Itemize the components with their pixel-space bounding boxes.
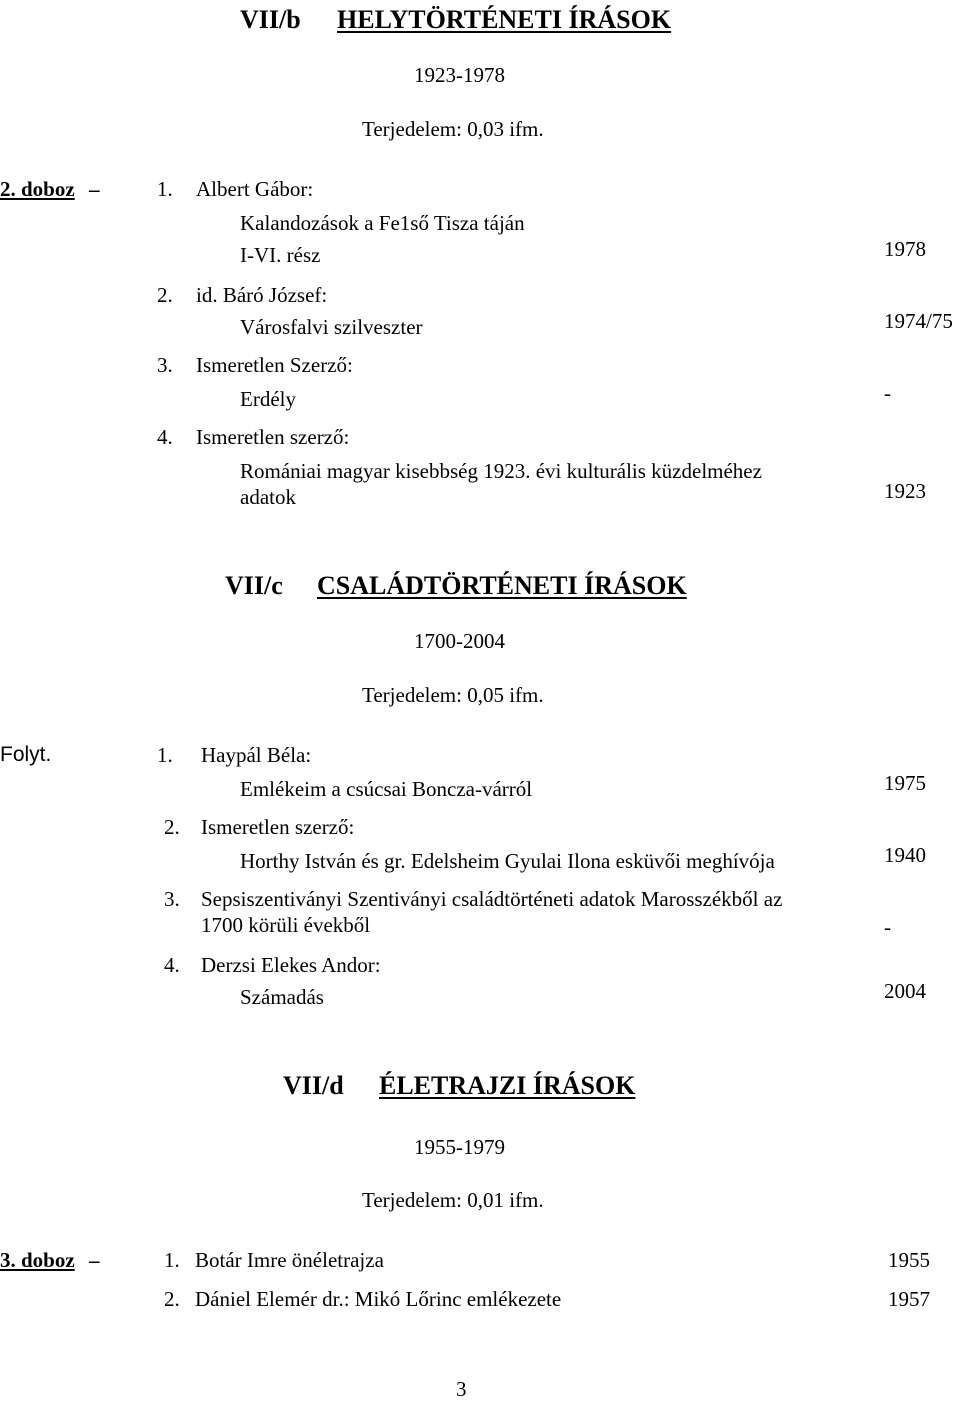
item-title: Botár Imre önéletrajza xyxy=(195,1248,384,1272)
item-title: Kalandozások a Fe1ső Tisza táján xyxy=(240,211,525,235)
item-title-cont: 1700 körüli évekből xyxy=(201,913,371,937)
continued-label: Folyt. xyxy=(0,743,52,766)
section-years: 1923-1978 xyxy=(414,63,505,87)
section-extent: Terjedelem: 0,05 ifm. xyxy=(362,683,544,707)
section-title: HELYTÖRTÉNETI ÍRÁSOK xyxy=(337,5,672,34)
item-year: 1974/75 xyxy=(884,309,953,333)
item-number: 3. xyxy=(157,353,173,377)
item-year: - xyxy=(884,915,891,939)
box-dash: – xyxy=(89,1248,100,1272)
section-code: VII/d xyxy=(283,1071,344,1100)
item-title: Városfalvi szilveszter xyxy=(240,315,423,339)
item-year: 1923 xyxy=(884,479,926,503)
item-year: 1957 xyxy=(888,1287,930,1311)
item-title: Erdély xyxy=(240,387,296,411)
box-label: 2. doboz xyxy=(0,177,75,201)
section-title: CSALÁDTÖRTÉNETI ÍRÁSOK xyxy=(317,571,687,600)
item-number: 2. xyxy=(157,283,173,307)
item-number: 1. xyxy=(164,1248,180,1272)
item-year: 1975 xyxy=(884,771,926,795)
item-author: Derzsi Elekes Andor: xyxy=(201,953,381,977)
item-number: 2. xyxy=(164,815,180,839)
item-author: Ismeretlen szerző: xyxy=(201,815,355,839)
item-year: 2004 xyxy=(884,979,926,1003)
item-title: Horthy István és gr. Edelsheim Gyulai Ilona esküvői meghívója xyxy=(240,849,775,873)
item-author: Haypál Béla: xyxy=(201,743,312,767)
box-label: 3. doboz xyxy=(0,1248,75,1272)
section-extent: Terjedelem: 0,01 ifm. xyxy=(362,1188,544,1212)
item-author: Albert Gábor: xyxy=(196,177,314,201)
item-title: Romániai magyar kisebbség 1923. évi kulturális küzdelméhez xyxy=(240,459,762,483)
section-years: 1955-1979 xyxy=(414,1135,505,1159)
item-author: Ismeretlen szerző: xyxy=(196,425,350,449)
section-title: ÉLETRAJZI ÍRÁSOK xyxy=(379,1071,636,1100)
section-code: VII/c xyxy=(225,571,283,600)
section-extent: Terjedelem: 0,03 ifm. xyxy=(362,117,544,141)
item-year: - xyxy=(884,381,891,405)
item-number: 1. xyxy=(157,743,173,767)
item-year: 1978 xyxy=(884,237,926,261)
item-year: 1955 xyxy=(888,1248,930,1272)
section-years: 1700-2004 xyxy=(414,629,505,653)
item-number: 2. xyxy=(164,1287,180,1311)
item-title: Emlékeim a csúcsai Boncza-várról xyxy=(240,777,533,801)
item-number: 4. xyxy=(164,953,180,977)
item-number: 4. xyxy=(157,425,173,449)
box-dash: – xyxy=(89,177,100,201)
page-number: 3 xyxy=(456,1377,467,1401)
item-number: 3. xyxy=(164,887,180,911)
item-title-cont: adatok xyxy=(240,485,296,509)
item-title: Számadás xyxy=(240,985,324,1009)
item-title: Dániel Elemér dr.: Mikó Lőrinc emlékezete xyxy=(195,1287,562,1311)
item-author: Ismeretlen Szerző: xyxy=(196,353,353,377)
item-number: 1. xyxy=(157,177,173,201)
section-code: VII/b xyxy=(240,5,301,34)
item-author: id. Báró József: xyxy=(196,283,328,307)
item-year: 1940 xyxy=(884,843,926,867)
item-title-cont: I-VI. rész xyxy=(240,243,321,267)
item-title: Sepsiszentiványi Szentiványi családtörténeti adatok Marosszékből az xyxy=(201,887,783,911)
